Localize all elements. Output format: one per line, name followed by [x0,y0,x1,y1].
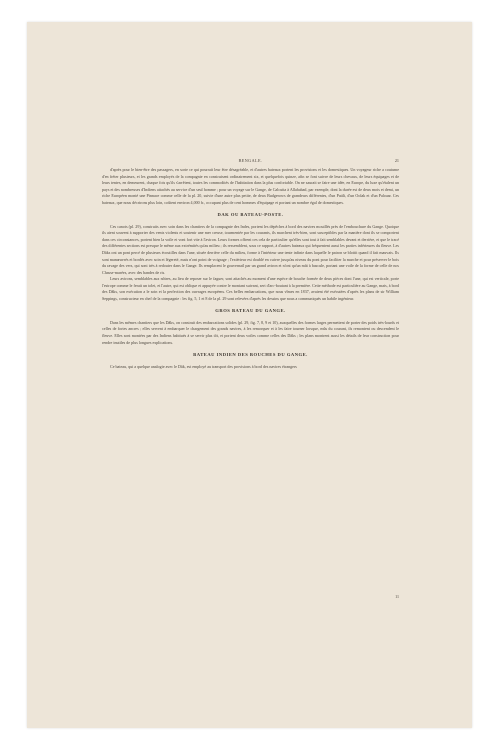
paragraph-intro: d'après pour le bien-être des passagers, en sorte ce qui pourrait leur être désagréable, et d'autres bateaux portent les provisions et les domestiques. Un voyageur riche a coutume d'en fréter plusieurs, et les grands employés de la compagnie en construisent ordinairement six, et quelquefois quinze, afin se font suivre de leurs chevaux, de leurs équipages et de leurs tentes, en demeurent, chaque fois qu'ils s'arrêtent, toutes les commodités de l'habitation dans la plus confortable. On ne saurait se faire une idée, en Europe, du luxe qu'étalent un pays et des nombreuses d'Indiens attachés au service d'un seul homme ; pour un voyage sur le Gange, de Calcutta à Allahabad, par exemple, dont la durée est de deux mois et demi, un riche Européen monté une Pinnace comme celle de la pl. 20, suivie d'une autre plus petite, de deux Budgerows de grandeurs différentes, d'un Patili, d'un Oolak et d'un Paloaar. Ces bateaux, que nous décrirons plus loin, coûtent environ 4,000 fr., occupant plus de cent hommes d'équipage et portant un nombre égal de domestiques. [102,167,399,205]
section-heading-dak: DAK OU BATEAU-POSTE. [217,212,284,218]
signature-mark: 11 [395,594,399,599]
paragraph-gros-bateau: Dans les mêmes chantiers que les Dâks, on construit des embarcations solides (pl. 29, fig. 7, 8, 9 et 10), auxquelles des formes larges permettent de porter des poids très-lourds et celles de fortes ancres ; elles servent à embarquer le chargement des grands navires, à les remorquer et à les faire tourner lorsque, mûs du courant, ils remontent ou descendent le fleuve. Elles sont montées par des Indiens habitués à se servir plus tôt, et portent deux voiles comme celles des Dâks ; les plans montrent aussi les détails de leur construction pour rendre inutiles de plus longues explications. [102,319,399,345]
paragraph-bateau-indien: Ce bateau, qui a quelque analogie avec le Dâk, est employé au transport des provisions à bord des navires étrangers [110,363,297,369]
paragraph-avirons: Leurs avirons, semblables aux nôtres, au lieu de reposer sur le faguer, sont attachés au moment d'une espèce de bouche formée de deux pièces dont l'une, qui est verticale, porte l'estrope comme le ferait un tolet, et l'autre, qui est oblique et appuyée contre le montant suivant, sert d'arc-boutant à la première. Cette méthode est particulière au Gange, mais, à bord des Dâks, son exécution a le soin et la perfection des ouvrages européens. Ces belles embarcations, que nous vîmes en 1837, avaient été exécutées d'après les plans de sir William Seppings, constructeur en chef de la compagnie : les fig. 5, 1 et 8 de la pl. 29 sont relevées d'après les dessins que nous a communiqués un habile ingénieur. [102,276,399,301]
paragraph-dak: Ces canots (pl. 29), construits avec soin dans les chantiers de la compagnie des Indes, portent les dépêches à bord des navires mouillés près de l'embouchure du Gange. Quoique ils aient souvent à supporter des vents violents et soutenir une mer creuse, tourmentée par les courants, ils marchent très-bien, sont susceptibles par la manière dont ils se comportent dans ces circonstances, portent bien la voile et vont fort vite à l'aviron. Leurs formes offrent ces cela de particulier qu'elles sont tout à fait semblables devant et derrière, et que le tracé des différentes sections est presque le même aux extrémités qu'au milieu ; ils ressemblent, sous ce rapport, à d'autres bateaux qui fréquentent aussi les parties inférieures du fleuve. Les Dâks ont un pont percé de plusieurs écoutilles dans l'une, située derrière celle du milieu, forme à l'intérieur une tente infinie dans laquelle le patron se blottit quand il fait mauvais. Ils sont manœuvrés et bordés avec soin et légereté, mais n'ont point de voigrage ; l'extérieur est doublé en cuivre jusqu'au niveau du pont pour faciliter la marche et pour préserver le bois du ravage des vers, qui sont très à redouter dans le Gange. Ils remplacent le gouvernail par un grand aviron et n'ont qu'un mât à bascule, portant une voile de la forme de celle de nos Chasse-marées, avec des bandes de ris. [102,223,399,275]
header-row [102,158,399,167]
section-heading-bateau-indien: BATEAU INDIEN DES BOUCHES DU GANGE. [193,352,308,358]
paper-sheet [27,22,472,728]
text-block [102,158,399,599]
page-number: 21 [394,158,399,163]
section-heading-gros-bateau: GROS BATEAU DU GANGE. [215,308,286,314]
running-head: BENGALE. [238,158,263,163]
